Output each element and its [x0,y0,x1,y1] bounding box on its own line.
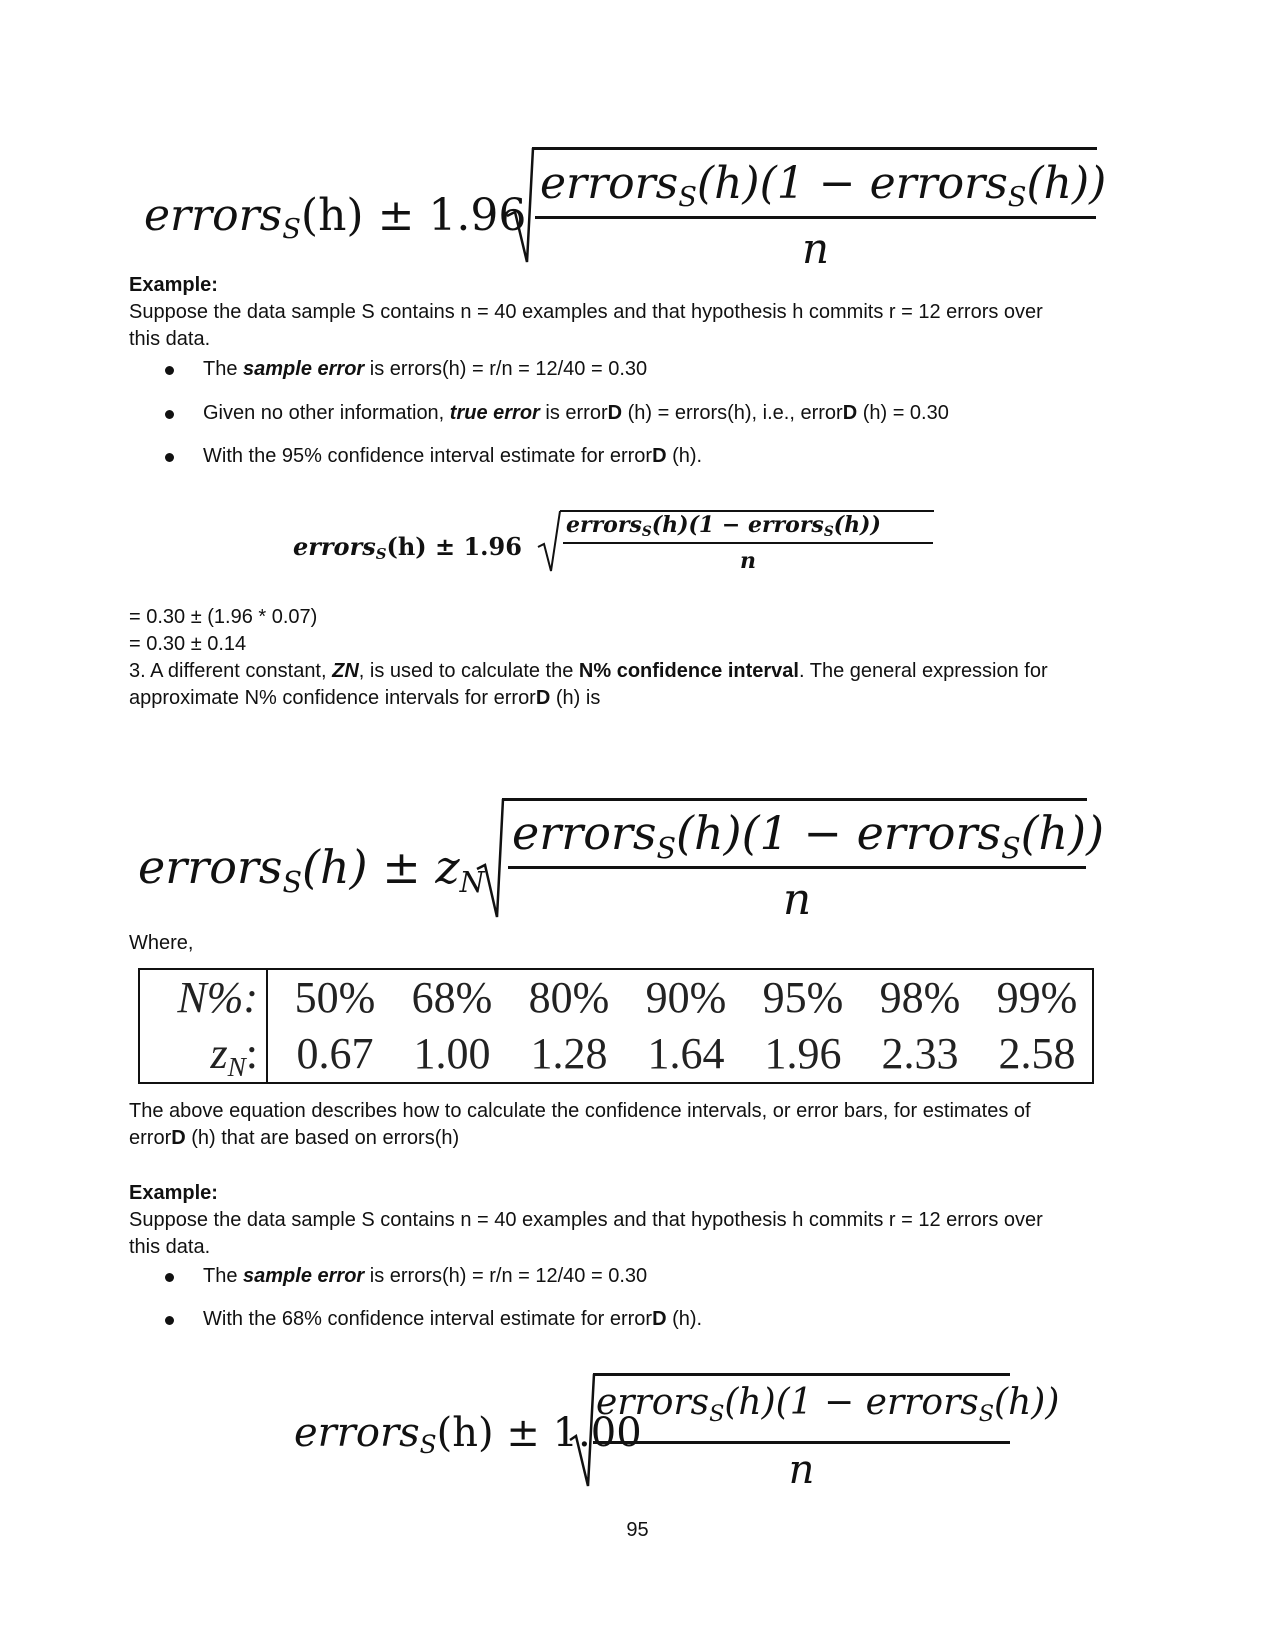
percent-cell: 90% [645,973,727,1022]
fraction-bar [593,1441,1010,1444]
percent-cell: 50% [294,973,376,1022]
z-value-cell: 0.67 [296,1029,374,1078]
formula-denominator: n [788,1447,815,1493]
example-text-line: Suppose the data sample S contains n = 40 examples and that hypothesis h commits r = 12 errors over [129,1209,1043,1231]
example-text-line: this data. [129,328,211,350]
point-3-line: approximate N% confidence intervals for errorD (h) is [129,687,601,709]
sqrt-vinculum [593,1373,1010,1376]
z-value-cell: 1.64 [647,1029,725,1078]
explanation-line: errorD (h) that are based on errors(h) [129,1127,460,1149]
formula-lhs: errorsS(h) ± 1.00 [294,1410,642,1460]
percent-cell: 95% [762,973,844,1022]
percent-cell: 99% [996,973,1078,1022]
list-item: With the 68% confidence interval estimate for errorD (h). [203,1308,703,1330]
calc-line: = 0.30 ± 0.14 [129,633,247,655]
row-header-z: zN: [210,1029,258,1083]
point-3-line: 3. A different constant, ZN, is used to calculate the N% confidence interval. The general expression for [129,660,1048,682]
formula-denominator: n [782,874,812,925]
percent-cell: 68% [411,973,493,1022]
formula-numerator: errorsS(h)(1 − errorsS(h)) [596,1382,1060,1427]
formula-numerator: errorsS(h)(1 − errorsS(h)) [566,512,881,541]
formula-denominator: n [740,548,756,574]
z-value-cell: 2.33 [881,1029,959,1078]
example-heading: Example: [129,274,218,296]
example-text-line: this data. [129,1236,211,1258]
formula-lhs: errorsS(h) ± 1.96 [293,532,522,564]
formula-lhs: errorsS(h) ± 1.96 [144,190,527,246]
page-number: 95 [626,1519,649,1541]
sqrt-symbol [568,1372,596,1490]
example-text-line: Suppose the data sample S contains n = 40 examples and that hypothesis h commits r = 12 errors over [129,301,1043,323]
percent-cell: 80% [528,973,610,1022]
z-value-cell: 1.00 [413,1029,491,1078]
explanation-line: The above equation describes how to calculate the confidence intervals, or error bars, for estimates of [129,1100,1031,1122]
list-item: The sample error is errors(h) = r/n = 12/40 = 0.30 [203,358,648,380]
percent-cell: 98% [879,973,961,1022]
list-item: With the 95% confidence interval estimate for errorD (h). [203,445,703,467]
where-label: Where, [129,932,194,954]
formula-denominator: n [801,224,830,273]
example-heading: Example: [129,1182,218,1204]
z-value-cell: 2.58 [998,1029,1076,1078]
row-header-percent: N%: [177,973,258,1022]
list-item: Given no other information, true error is errorD (h) = errors(h), i.e., errorD (h) = 0.30 [203,402,949,424]
list-item: The sample error is errors(h) = r/n = 12/40 = 0.30 [203,1265,648,1287]
formula-lhs: errorsS(h) ± zN [138,840,485,899]
calc-line: = 0.30 ± (1.96 * 0.07) [129,606,318,628]
formula-numerator: errorsS(h)(1 − errorsS(h)) [512,806,1105,865]
z-value-cell: 1.28 [530,1029,608,1078]
z-value-cell: 1.96 [764,1029,842,1078]
formula-numerator: errorsS(h)(1 − errorsS(h)) [540,158,1107,214]
